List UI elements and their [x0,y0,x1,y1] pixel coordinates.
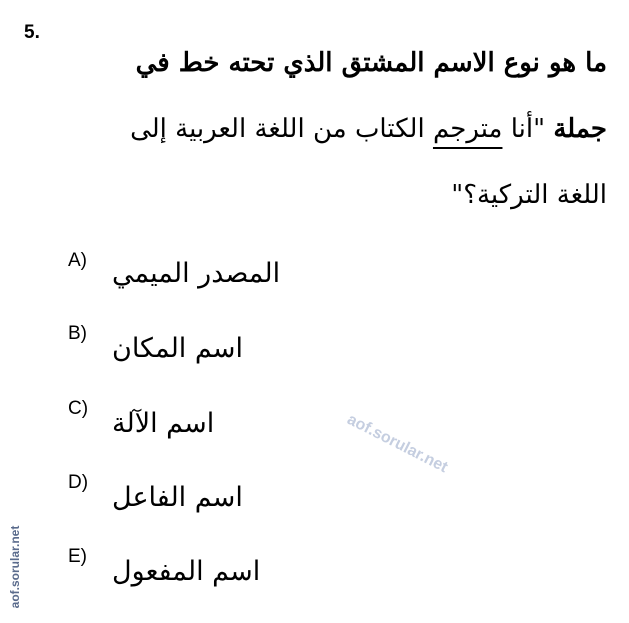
option-d-letter: D) [68,472,89,493]
underlined-word: مترجم [432,114,503,144]
question-rest: الكتاب من اللغة العربية إلى اللغة التركية؟" [130,114,607,210]
question-quote-open: "أنا [502,114,554,144]
question-number: 5. [24,22,40,43]
option-c-letter: C) [68,398,89,419]
option-d-text[interactable]: اسم الفاعل [112,482,243,513]
option-b-text[interactable]: اسم المكان [112,333,243,364]
option-c-text[interactable]: اسم الآلة [112,408,215,439]
watermark-center: aof.sorular.net [344,410,451,477]
question-lead: ما هو نوع الاسم المشتق الذي تحته خط في جملة [135,48,607,144]
option-e-letter: E) [68,546,87,567]
option-a-letter: A) [68,250,87,271]
option-b-letter: B) [68,323,87,344]
question-text [77,30,607,228]
watermark-side: aof.sorular.net [8,525,22,609]
option-e-text[interactable]: اسم المفعول [112,556,261,587]
option-a-text[interactable]: المصدر الميمي [112,258,281,289]
